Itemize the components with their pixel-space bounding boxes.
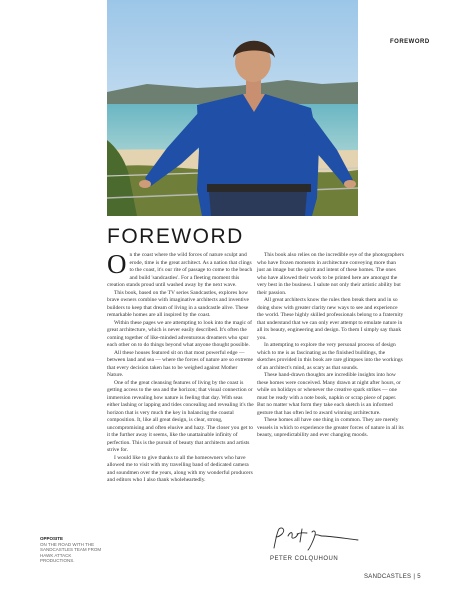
paragraph: On the coast where the wild forces of nature sculpt and erode, time is the great architect. As a nation that clings to the coast, it's our rite of passage to come to the beach and build 'sandcastles'. For a fleeting moment this creation stands proud until washed away by the next wave. [107,249,253,288]
section-label: FOREWORD [390,39,430,45]
body-column-left [107,249,254,485]
page-title: FOREWORD [107,225,244,248]
footer-separator: | [413,574,416,580]
paragraph: All these houses featured sit on that most powerful edge — between land and sea — where the forces of nature are so extreme that every decision taken has to be weighed against Mother Nature. [107,349,253,378]
paragraph: All great architects know the rules then break them and in so doing show with greater clarity new ways to see and experience the world. These highly skilled professionals belong to a fraternity that understand that we can only ever attempt to emulate nature in all its beauty, engineering and design. To them I simply say thank you. [257,297,404,341]
photo-caption [40,536,102,564]
signature-name: PETER COLQUHOUN [270,556,339,562]
cover-photo [107,0,358,216]
photo-of-man-at-balcony-over-beach-icon [107,0,358,216]
dropcap: O [107,249,127,279]
page-number: 5 [417,574,421,580]
paragraph: These hand-drawn thoughts are incredible insights into how these homes were conceived. Many drawn at night after hours, or while on holidays or whenever the creative spark strikes — one must be ready with a note book, napkin or scrap piece of paper. But no matter what form they take each sketch is an informed gesture that has often led to award winning architecture. [257,372,401,416]
paragraph: This book also relies on the incredible eye of the photographers who have frozen moments in architecture conveying more than just an image but the spirit and intent of these homes. The ones who have allowed their work to be printed here are amongst the very best in the business. I salute not only their artistic ability but their passion. [257,252,404,296]
book-title: SANDCASTLES [364,574,412,580]
page-footer [364,574,421,580]
caption-title: OPPOSITE [40,536,64,541]
paragraph: This book, based on the TV series Sandcastles, explores how brave owners combine with imaginative architects and inventive builders to keep that dream of living in a sandcastle alive. These remarkable homes are all inspired by the coast. [107,289,249,318]
paragraph: Within these pages we are attempting to look into the magic of great architecture, which is never easily described. It's often the coming together of like-minded adventurous dreamers who spur each other on to do things beyond what anyone thought possible. [107,319,253,348]
handwritten-signature [270,526,360,557]
signature-icon [270,526,360,552]
paragraph: These homes all have one thing in common. They are merely vessels in which to experience the greater forces of nature in all its beauty, unpredictability and ever changing moods. [257,417,404,438]
body-column-right [257,252,404,440]
paragraph: In attempting to explore the very personal process of design which to me is as fascinating as the finished buildings, the sketches provided in this book are rare glimpses into the workings of an architect's mind, as scary as that sounds. [257,342,403,371]
paragraph: I would like to give thanks to all the homeowners who have allowed me to visit with my travelling band of dedicated camera and soundmen over the years, along with my wonderful producers and editors who I also thank wholeheartedly. [107,454,253,483]
paragraph: One of the great cleansing features of living by the coast is getting access to the sea and the horizon; that visual connection or immersion revealing how nature is feeling that day. With seas either lashing or lapping and tides concealing and revealing it's the horizon that is very much the key in balancing the coastal composition. It, like all great design, is clear, strong, uncompromising and often elusive and hazy. The closer you get to it the further away it seems, like the unattainable infinity of perfection. This is the pursuit of beauty that architects and artists strive for. [107,379,254,453]
caption-text: ON THE ROAD WITH THE SANDCASTLES TEAM FROM HAWK ATTACK PRODUCTIONS. [40,541,102,564]
